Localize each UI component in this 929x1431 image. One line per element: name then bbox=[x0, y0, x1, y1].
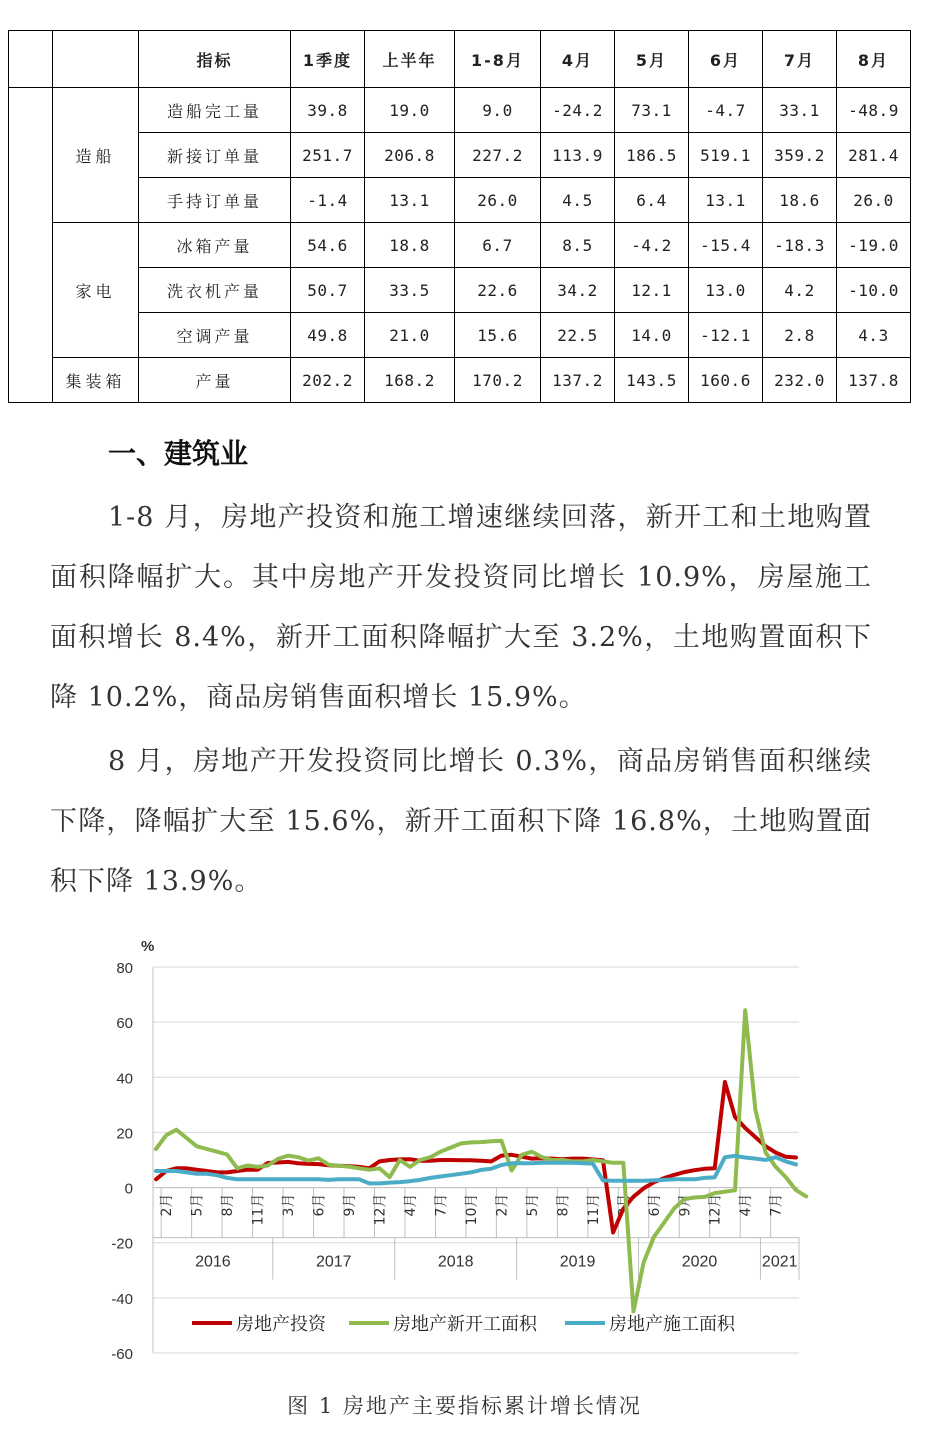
value-cell: -4.7 bbox=[689, 88, 763, 133]
x-month-label: 3月 bbox=[281, 1193, 298, 1217]
x-month-label: 6月 bbox=[311, 1193, 328, 1217]
value-cell: 49.8 bbox=[291, 313, 365, 358]
row-label: 新接订单量 bbox=[139, 133, 291, 178]
value-cell: 170.2 bbox=[455, 358, 541, 403]
header-cell: 指标 bbox=[139, 31, 291, 88]
value-cell: 15.6 bbox=[455, 313, 541, 358]
value-cell: 4.3 bbox=[837, 313, 911, 358]
value-cell: 12.1 bbox=[615, 268, 689, 313]
value-cell: 13.1 bbox=[689, 178, 763, 223]
value-cell: 8.5 bbox=[541, 223, 615, 268]
value-cell: 4.5 bbox=[541, 178, 615, 223]
header-cell: 1季度 bbox=[291, 31, 365, 88]
x-axis bbox=[153, 1188, 799, 1280]
value-cell: 26.0 bbox=[837, 178, 911, 223]
table-row bbox=[9, 223, 911, 268]
category-cell: 家电 bbox=[53, 223, 139, 358]
y-axis bbox=[111, 938, 154, 1363]
figure-caption: 图 1 房地产主要指标累计增长情况 bbox=[287, 1394, 642, 1418]
section-heading: 一、建筑业 bbox=[108, 437, 249, 470]
value-cell: -1.4 bbox=[291, 178, 365, 223]
value-cell: 39.8 bbox=[291, 88, 365, 133]
value-cell: -19.0 bbox=[837, 223, 911, 268]
value-cell: 9.0 bbox=[455, 88, 541, 133]
legend-label: 房地产施工面积 bbox=[609, 1314, 735, 1335]
x-month-label: 8月 bbox=[220, 1193, 237, 1217]
value-cell: -15.4 bbox=[689, 223, 763, 268]
value-cell: -18.3 bbox=[763, 223, 837, 268]
value-cell: 202.2 bbox=[291, 358, 365, 403]
blank-cell bbox=[9, 88, 53, 403]
table-row bbox=[9, 358, 911, 403]
blank-cell bbox=[9, 31, 53, 88]
value-cell: 13.1 bbox=[365, 178, 455, 223]
x-month-label: 2月 bbox=[494, 1193, 511, 1217]
value-cell: 143.5 bbox=[615, 358, 689, 403]
category-cell: 造船 bbox=[53, 88, 139, 223]
x-month-label: 11月 bbox=[250, 1193, 267, 1226]
chart-legend bbox=[192, 1313, 736, 1335]
category-cell: 集装箱 bbox=[53, 358, 139, 403]
value-cell: 251.7 bbox=[291, 133, 365, 178]
value-cell: 33.5 bbox=[365, 268, 455, 313]
value-cell: 18.6 bbox=[763, 178, 837, 223]
y-tick-label: 0 bbox=[124, 1180, 133, 1198]
x-month-label: 10月 bbox=[463, 1193, 480, 1226]
value-cell: 137.2 bbox=[541, 358, 615, 403]
value-cell: 6.7 bbox=[455, 223, 541, 268]
value-cell: 50.7 bbox=[291, 268, 365, 313]
legend-label: 房地产新开工面积 bbox=[393, 1314, 537, 1335]
value-cell: 281.4 bbox=[837, 133, 911, 178]
x-month-label: 9月 bbox=[342, 1193, 359, 1217]
value-cell: 14.0 bbox=[615, 313, 689, 358]
table-row bbox=[9, 313, 911, 358]
x-month-label: 3月 bbox=[616, 1193, 633, 1217]
header-cell: 7月 bbox=[763, 31, 837, 88]
x-month-label: 6月 bbox=[646, 1193, 663, 1217]
header-cell: 5月 bbox=[615, 31, 689, 88]
x-month-label: 7月 bbox=[768, 1193, 785, 1217]
blank-cell bbox=[53, 31, 139, 88]
table-row bbox=[9, 88, 911, 133]
value-cell: 21.0 bbox=[365, 313, 455, 358]
value-cell: 227.2 bbox=[455, 133, 541, 178]
value-cell: -4.2 bbox=[615, 223, 689, 268]
y-tick-label: -20 bbox=[111, 1235, 133, 1253]
table-row bbox=[9, 178, 911, 223]
value-cell: -48.9 bbox=[837, 88, 911, 133]
year-label: 2020 bbox=[681, 1253, 718, 1271]
year-label: 2021 bbox=[761, 1253, 798, 1271]
value-cell: 4.2 bbox=[763, 268, 837, 313]
row-label: 冰箱产量 bbox=[139, 223, 291, 268]
x-month-label: 12月 bbox=[707, 1193, 724, 1226]
value-cell: 6.4 bbox=[615, 178, 689, 223]
y-axis-unit: % bbox=[141, 938, 155, 955]
value-cell: -12.1 bbox=[689, 313, 763, 358]
value-cell: -10.0 bbox=[837, 268, 911, 313]
year-label: 2019 bbox=[559, 1253, 596, 1271]
value-cell: 19.0 bbox=[365, 88, 455, 133]
row-label: 产量 bbox=[139, 358, 291, 403]
x-month-label: 9月 bbox=[677, 1193, 694, 1217]
indicator-table bbox=[8, 30, 911, 403]
value-cell: 22.6 bbox=[455, 268, 541, 313]
y-tick-label: 20 bbox=[116, 1125, 133, 1143]
table-row bbox=[9, 133, 911, 178]
x-month-label: 4月 bbox=[402, 1193, 419, 1217]
value-cell: 359.2 bbox=[763, 133, 837, 178]
value-cell: -24.2 bbox=[541, 88, 615, 133]
value-cell: 33.1 bbox=[763, 88, 837, 133]
row-label: 洗衣机产量 bbox=[139, 268, 291, 313]
value-cell: 168.2 bbox=[365, 358, 455, 403]
header-cell: 6月 bbox=[689, 31, 763, 88]
value-cell: 186.5 bbox=[615, 133, 689, 178]
header-cell: 上半年 bbox=[365, 31, 455, 88]
value-cell: 18.8 bbox=[365, 223, 455, 268]
x-month-label: 5月 bbox=[524, 1193, 541, 1217]
real-estate-line-chart bbox=[0, 930, 929, 1390]
value-cell: 206.8 bbox=[365, 133, 455, 178]
value-cell: 54.6 bbox=[291, 223, 365, 268]
value-cell: 34.2 bbox=[541, 268, 615, 313]
x-month-label: 12月 bbox=[372, 1193, 389, 1226]
value-cell: 137.8 bbox=[837, 358, 911, 403]
value-cell: 22.5 bbox=[541, 313, 615, 358]
value-cell: 232.0 bbox=[763, 358, 837, 403]
header-cell: 1-8月 bbox=[455, 31, 541, 88]
y-tick-label: 80 bbox=[116, 960, 133, 977]
row-label: 造船完工量 bbox=[139, 88, 291, 133]
table-row bbox=[9, 268, 911, 313]
year-label: 2018 bbox=[437, 1253, 474, 1271]
x-month-label: 4月 bbox=[738, 1193, 755, 1217]
x-month-label: 8月 bbox=[555, 1193, 572, 1217]
y-tick-label: 60 bbox=[116, 1015, 133, 1033]
legend-label: 房地产投资 bbox=[236, 1314, 326, 1335]
paragraph-2: 8 月，房地产开发投资同比增长 0.3%，商品房销售面积继续下降，降幅扩大至 15.6%，新开工面积下降 16.8%，土地购置面积下降 13.9%。 bbox=[50, 746, 872, 897]
year-label: 2016 bbox=[195, 1253, 231, 1271]
x-month-label: 7月 bbox=[433, 1193, 450, 1217]
year-label: 2017 bbox=[315, 1253, 352, 1271]
value-cell: 519.1 bbox=[689, 133, 763, 178]
x-month-label: 2月 bbox=[159, 1193, 176, 1217]
header-cell: 4月 bbox=[541, 31, 615, 88]
x-month-label: 11月 bbox=[585, 1193, 602, 1226]
value-cell: 73.1 bbox=[615, 88, 689, 133]
table-header-row bbox=[9, 31, 911, 88]
row-label: 空调产量 bbox=[139, 313, 291, 358]
value-cell: 160.6 bbox=[689, 358, 763, 403]
header-cell: 8月 bbox=[837, 31, 911, 88]
value-cell: 26.0 bbox=[455, 178, 541, 223]
x-month-label: 5月 bbox=[189, 1193, 206, 1217]
value-cell: 2.8 bbox=[763, 313, 837, 358]
paragraph-1: 1-8 月，房地产投资和施工增速继续回落，新开工和土地购置面积降幅扩大。其中房地产开发投资同比增长 10.9%，房屋施工面积增长 8.4%，新开工面积降幅扩大至 3.2%，土地购置面积下降 10.2%，商品房销售面积增长 15.9%。 bbox=[50, 502, 872, 713]
y-tick-label: 40 bbox=[116, 1070, 133, 1088]
value-cell: 13.0 bbox=[689, 268, 763, 313]
row-label: 手持订单量 bbox=[139, 178, 291, 223]
value-cell: 113.9 bbox=[541, 133, 615, 178]
y-tick-label: -60 bbox=[111, 1346, 133, 1363]
y-tick-label: -40 bbox=[111, 1290, 133, 1308]
